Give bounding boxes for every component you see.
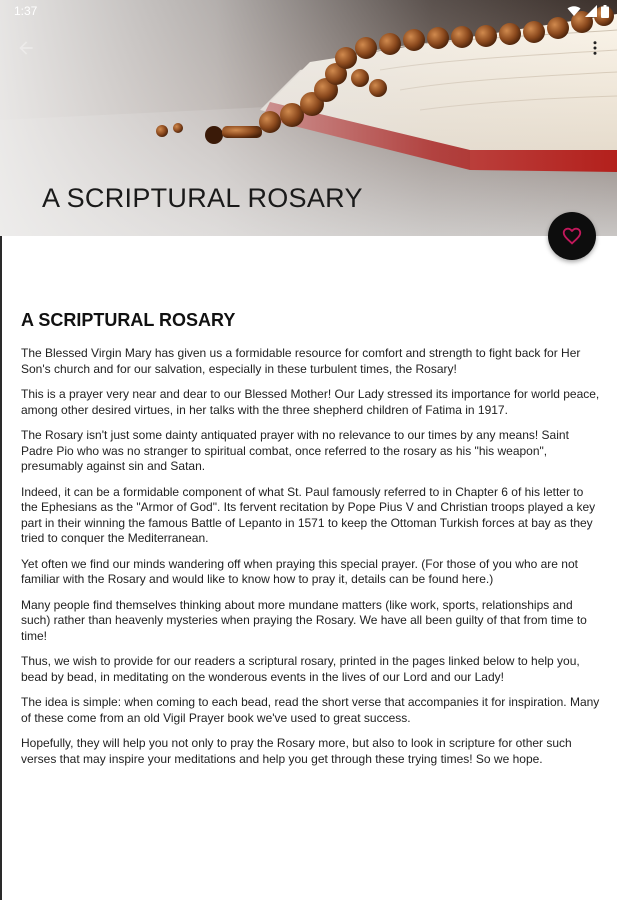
status-bar: [0, 0, 617, 22]
article-paragraph: Yet often we find our minds wandering off when praying this special prayer. (For those of you who are not familiar with the Rosary and would like to know how to pray it, details can be found here.): [21, 556, 578, 586]
article-body: [21, 310, 603, 777]
heart-outline-icon: [561, 225, 583, 247]
wifi-icon: [567, 5, 581, 17]
status-time: 1:37: [14, 4, 38, 18]
article-paragraph: The Rosary isn't just some dainty antiquated prayer with no relevance to our times by any means! Saint Padre Pio who was no stranger to spiritual combat, once referred to the rosary as his "his weapon", presumably against sin and Satan.: [21, 428, 569, 473]
back-button[interactable]: [10, 32, 42, 64]
page-title: A SCRIPTURAL ROSARY: [42, 183, 363, 213]
left-edge-divider: [0, 236, 2, 900]
article-paragraph: Thus, we wish to provide for our readers a scriptural rosary, printed in the pages linked below to help you, bead by bead, in meditating on the wonderous events in the lives of our Lord and our Lady!: [21, 654, 580, 684]
signal-icon: [585, 5, 597, 17]
more-vert-icon: [586, 39, 604, 57]
article-paragraph: The Blessed Virgin Mary has given us a formidable resource for comfort and strength to fight back for Her Son's church and for our salvation, especially in these turbulent times, the Rosary!: [21, 346, 581, 376]
article-paragraph: This is a prayer very near and dear to our Blessed Mother! Our Lady stressed its importance for world peace, among other desired virtues, in her talks with the three shepherd children of Fatima in 1917.: [21, 387, 600, 417]
overflow-menu-button[interactable]: [579, 32, 611, 64]
favorite-button[interactable]: [548, 212, 596, 260]
hero-header: [0, 0, 617, 236]
article-paragraph: Indeed, it can be a formidable component of what St. Paul famously referred to in Chapter 6 of his letter to the Ephesians as the "Armor of God". Its fervent recitation by Pope Pius V and Christian troops played a key part in their winning the famous Battle of Lepanto in 1571 to keep the Ottoman Turkish forces at bay as they tried to conquer the Mediterranean.: [21, 484, 596, 545]
article-paragraph: Many people find themselves thinking about more mundane matters (like work, sports, relationships and such) rather than heavenly mysteries when praying the Rosary. We have all been guilty of that from time to time!: [21, 597, 587, 643]
status-icons: [567, 3, 609, 19]
arrow-back-icon: [16, 38, 36, 58]
battery-icon: [601, 5, 609, 18]
article-paragraph: Hopefully, they will help you not only to pray the Rosary more, but also to look in scripture for other such verses that may inspire your meditations and help you get through these trying times! So we hope.: [21, 736, 572, 766]
article-heading: A SCRIPTURAL ROSARY: [21, 310, 236, 330]
article-paragraph: The idea is simple: when coming to each bead, read the short verse that accompanies it for inspiration. Many of these come from an old Vigil Prayer book we've used to great success.: [21, 695, 600, 725]
